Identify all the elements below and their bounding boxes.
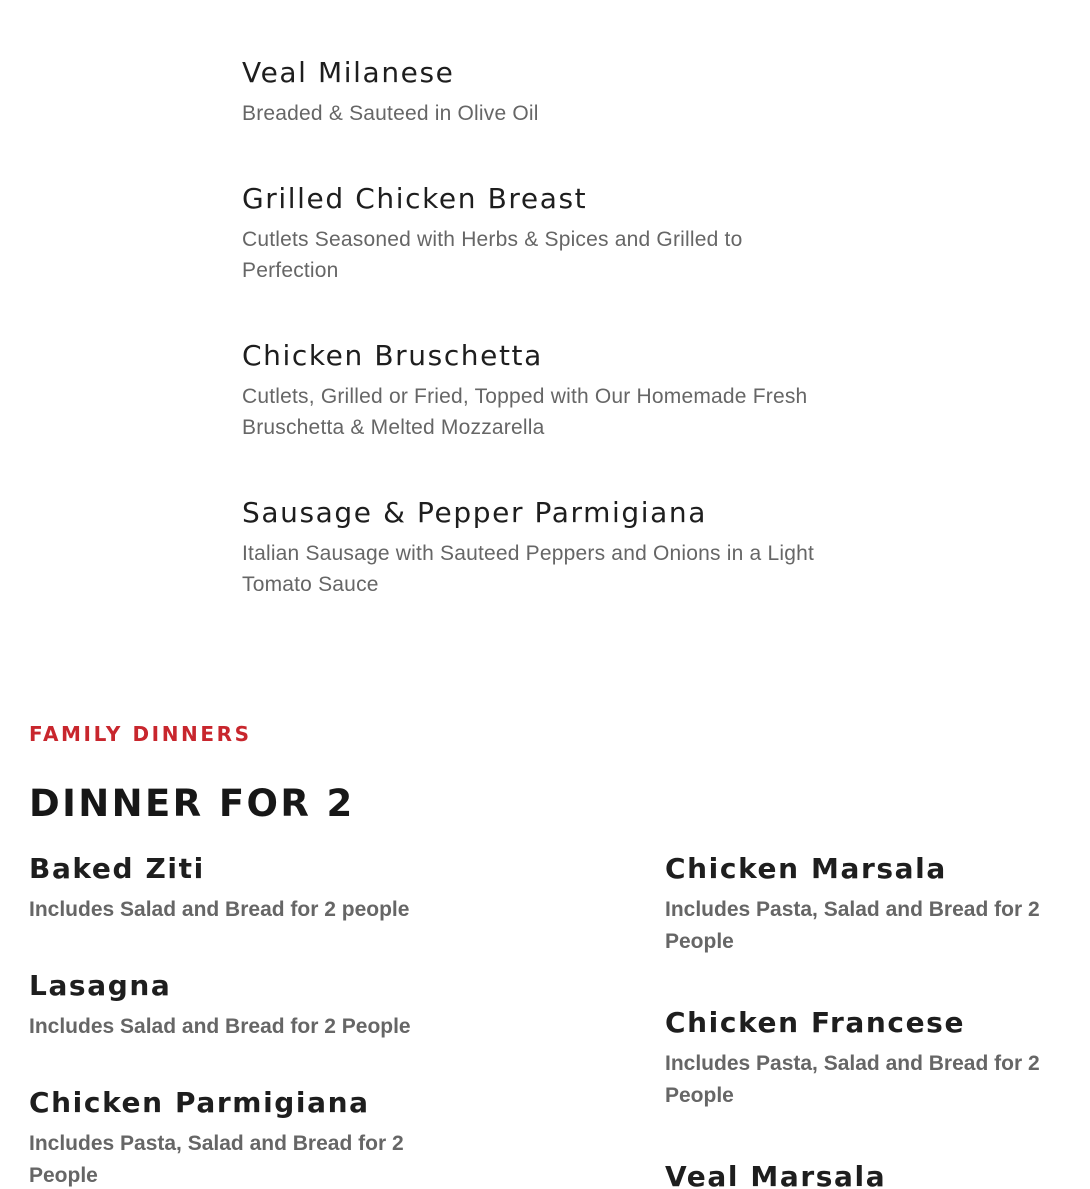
- menu-item-description: Breaded & Sauteed in Olive Oil: [242, 102, 539, 125]
- menu-item-description: Italian Sausage with Sauteed Peppers and Onions in a Light Tomato Sauce: [242, 542, 814, 596]
- dinner-item-description: Includes Salad and Bread for 2 People: [29, 1015, 411, 1038]
- dinner-item-name: Veal Marsala: [665, 1160, 887, 1189]
- menu-item-description: Cutlets Seasoned with Herbs & Spices and Grilled to Perfection: [242, 228, 743, 282]
- dinner-item-name: Lasagna: [29, 969, 172, 1002]
- dinner-item: [665, 1006, 1065, 1112]
- dinner-item: [29, 852, 459, 926]
- dinner-item-name: Baked Ziti: [29, 852, 205, 885]
- section-heading: DINNER FOR 2: [29, 782, 355, 825]
- dinner-item-description: Includes Pasta, Salad and Bread for 2 People: [665, 898, 1040, 953]
- section-label: FAMILY DINNERS: [29, 722, 252, 746]
- dinner-column-right: [665, 852, 1065, 1189]
- dinner-item: [665, 1160, 1065, 1189]
- menu-item-name: Chicken Bruschetta: [242, 339, 543, 372]
- dinner-item-description: Includes Pasta, Salad and Bread for 2 People: [665, 1052, 1040, 1107]
- menu-item: [242, 182, 842, 286]
- menu-item-description: Cutlets, Grilled or Fried, Topped with Our Homemade Fresh Bruschetta & Melted Mozzarella: [242, 385, 808, 439]
- dinner-item: [29, 969, 459, 1043]
- dinner-item-name: Chicken Francese: [665, 1006, 966, 1039]
- dinner-item: [29, 1086, 459, 1189]
- menu-item-name: Grilled Chicken Breast: [242, 182, 588, 215]
- dinner-item: [665, 852, 1065, 958]
- menu-item: [242, 496, 842, 600]
- menu-item: [242, 339, 842, 443]
- dinner-column-left: [29, 852, 459, 1189]
- dinner-item-name: Chicken Marsala: [665, 852, 947, 885]
- menu-item-name: Sausage & Pepper Parmigiana: [242, 496, 708, 529]
- dinner-item-description: Includes Salad and Bread for 2 people: [29, 898, 410, 921]
- entree-list: [242, 56, 842, 653]
- menu-item: [242, 56, 842, 129]
- dinner-item-description: Includes Pasta, Salad and Bread for 2 People: [29, 1132, 404, 1187]
- dinner-item-name: Chicken Parmigiana: [29, 1086, 370, 1119]
- menu-item-name: Veal Milanese: [242, 56, 455, 89]
